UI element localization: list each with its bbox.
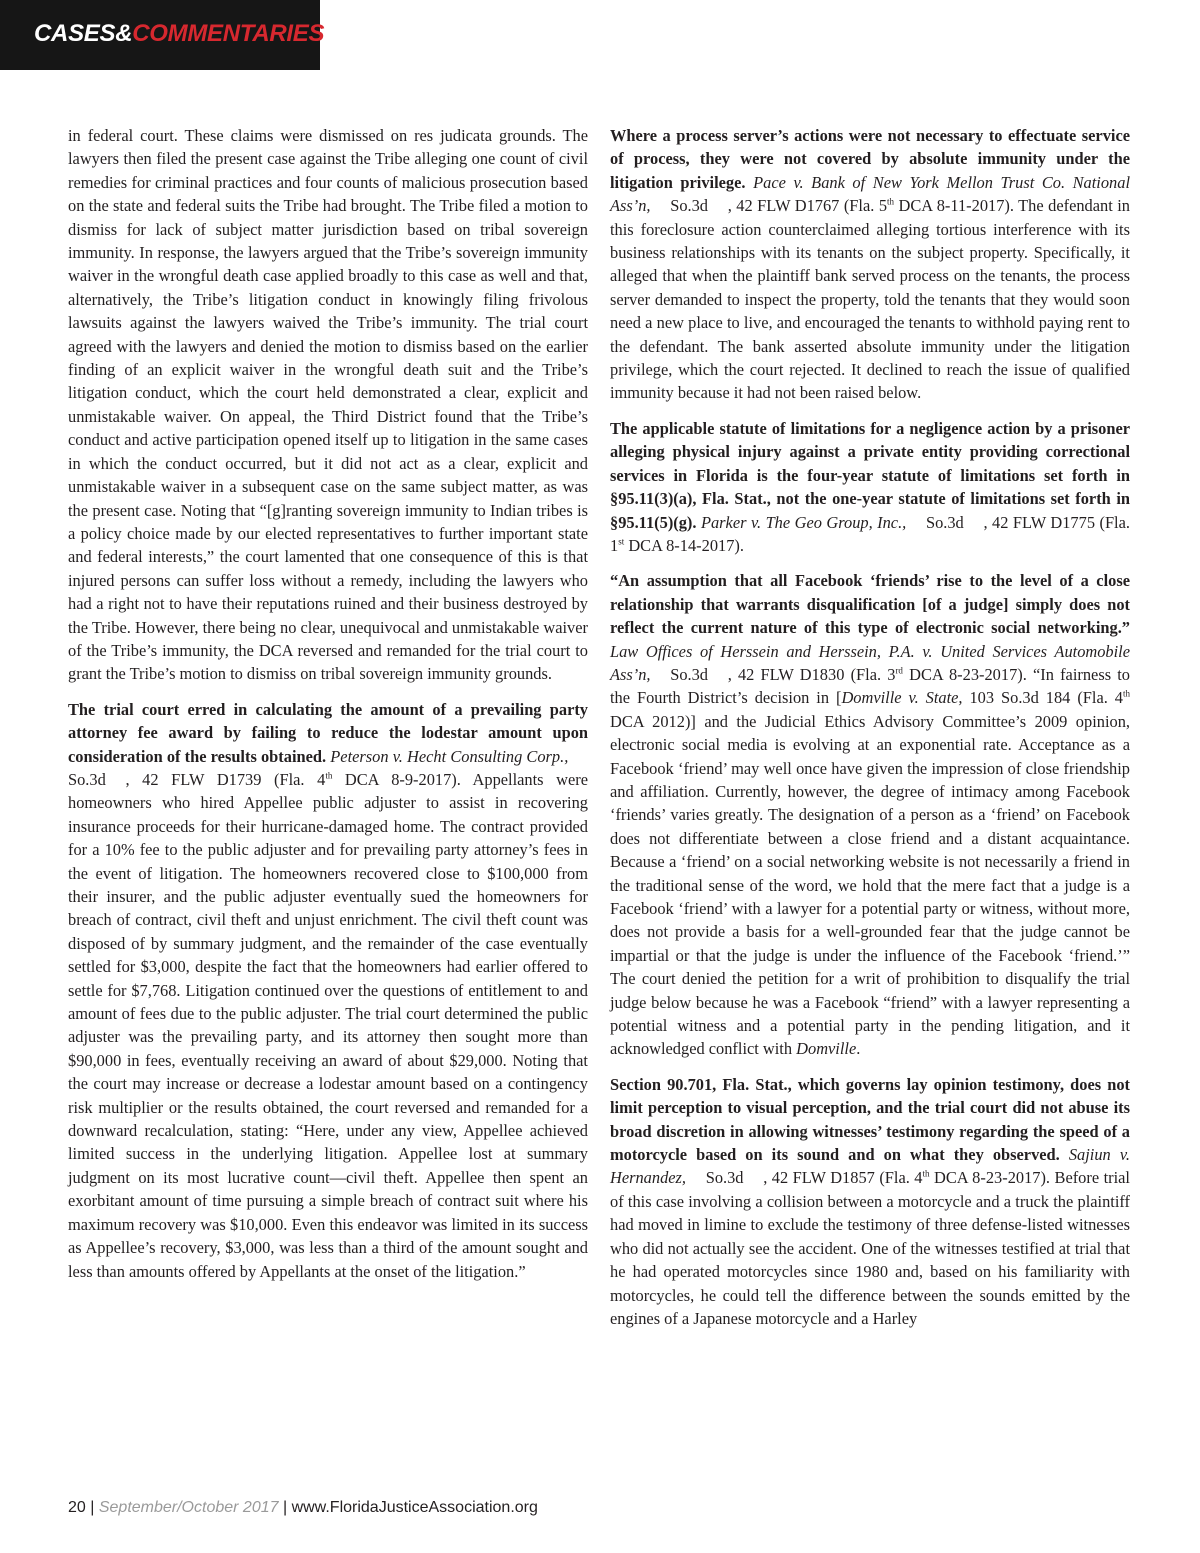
case-citation: , 42 FLW D1775 (Fla. 1 [610,512,1130,555]
footer-separator: | [278,1499,292,1516]
referenced-case-name: Domville v. State, [841,688,963,708]
case-holding: The trial court erred in calculating the amount of a prevailing party attorney fee award by failing to reduce the lodestar amount upon consideration of the results obtained. [68,699,588,766]
case-reporter: So.3d [925,512,964,532]
case-citation-superscript: th [325,770,333,781]
referenced-case-citation: 103 So.3d 184 (Fla. 4 [962,688,1123,708]
case-holding: Where a process server’s actions were not necessary to effectuate service of process, they were not covered by absolute immunity under the litigation privilege. [610,126,1130,192]
section-title-cases: CASES& [34,20,133,47]
case-citation-superscript: th [922,1169,930,1179]
case-body: DCA 2012)] and the Judicial Ethics Advisory Committee’s 2009 opinion, electronic social media is evolving at an exponential rate. Acceptance as a Facebook ‘friend’ may well once have given the impression of close friendship and affiliation. Currently, however, the degree of intimacy among Facebook ‘friends’ varies greatly. The designation of a person as a ‘friend’ on Facebook does not differentiate between a close friend and a distant acquaintance. Because a ‘friend’ on a social networking website is not necessarily a friend in the traditional sense of the word, we hold that the mere fact that a judge is a Facebook ‘friend’ with a lawyer for a potential party or witness, without more, does not provide a basis for a well-grounded fear that the judge cannot be impartial or that the judge is under the influence of the Facebook ‘friend.’” The court denied the petition for a writ of prohibition to disqualify the trial judge below because he was a Facebook “friend” with a lawyer representing a potential witness and a potential party in the pending litigation, and it acknowledged conflict with [610,711,1130,1059]
website-link[interactable]: www.FloridaJusticeAssociation.org [291,1499,538,1516]
case-reporter: So.3d [670,664,709,684]
case-body: Appellants were homeowners who hired Appellee public adjuster to assist in recovering insurance proceeds for their hurricane-damaged home. The contract provided for a 10% fee to the public adjuster and for prevailing party attorney’s fees in the event of litigation. The homeowners recovered close to $100,000 from their insurer, and the public adjuster eventually sued the homeowners for breach of contract, civil theft and unjust enrichment. The civil theft count was disposed of by summary judgment, and the remainder of the case eventually settled for $3,000, despite the fact that the homeowners had earlier offered to settle for $7,768. Litigation continued over the questions of entitlement to and amount of fees due to the public adjuster. The trial court determined the public adjuster was the prevailing party, and its attorney then sought more than $90,000 in fees, eventually receiving an award of about $29,000. Noting that the court may increase or decrease a lodestar amount based on a contingency risk multiplier or the results obtained, the court reversed and remanded for a downward recalculation, stating: “Here, under any view, Appellee achieved limited success in the underlying litigation. Appellee lost at summary judgment on its most lucrative count—civil theft. Appellee then spent an exorbitant amount of time pursuing a simple breach of contract suit where his maximum recovery was $10,000. Even this endeavor was limited in its success as Appellee’s recovery, $3,000, was less than a third of the amount sought and less than amounts offered by Appellants at the onset of the litigation.” [68,769,588,1281]
case-body: The defendant in this foreclosure action counterclaimed alleging tortious interference with its business relationships with its tenants on the subject property. Specifically, it alleged that when the plaintiff bank served process on the tenants, the process server demanded to inspect the property, told the tenants that they would soon need a new place to live, and encouraged the tenants to withhold paying rent to the defendant. The bank asserted absolute immunity under the litigation privilege, which the court rejected. It declined to reach the issue of qualified immunity because it had not been raised below. [610,196,1131,403]
case-holding: “An assumption that all Facebook ‘friends’ rise to the level of a close relationship that warrants disqualification [of a judge] simply does not reflect the current nature of this type of electronic social networking.” [610,571,1130,638]
case-citation-superscript: rd [895,665,903,676]
footer-separator: | [85,1499,99,1516]
case-citation-date: DCA 8-9-2017). [332,769,461,789]
case-parker [610,417,1130,557]
case-name: Peterson v. Hecht Consulting Corp., [330,746,569,766]
closing-case-name: Domville [796,1039,857,1059]
case-holding: Section 90.701, Fla. Stat., which governs lay opinion testimony, does not limit perception to visual perception, and the trial court did not abuse its broad discretion in allowing witnesses’ testimony regarding the speed of a motorcycle based on its sound and on what they observed. [610,1074,1130,1165]
case-reporter: So.3d [670,196,709,216]
case-citation: , 42 FLW D1739 (Fla. 4 [125,769,326,789]
case-holding: The applicable statute of limitations for a negligence action by a prisoner alleging physical injury against a private entity providing correctional services in Florida is the four-year statute of limitations set forth in §95.11(3)(a), Fla. Stat., not the one-year statute of limitations set forth in §95.11(5)(g). [610,418,1130,532]
case-citation-date: DCA 8-23-2017). [902,664,1027,684]
case-reporter: So.3d [705,1168,744,1188]
left-column [68,124,588,1283]
right-column [610,124,1130,1330]
case-citation: , 42 FLW D1830 (Fla. 3 [727,664,896,684]
referenced-case-superscript: th [1122,688,1130,699]
case-citation-superscript: st [618,536,625,547]
case-sajiun [610,1073,1130,1330]
case-citation-date: DCA 8-23-2017). [929,1168,1051,1188]
page-footer [68,1499,538,1517]
case-name: Law Offices of Herssein and Herssein, P.A. v. United Services Automobile Ass’n, [610,641,1130,684]
case-peterson [68,698,588,1283]
case-citation-superscript: th [887,196,895,207]
case-body-quote: “In fairness to the Fourth District’s decision in [ [610,664,1130,708]
issue-date: September/October 2017 [98,1499,279,1516]
case-reporter: So.3d [68,769,106,789]
case-citation: , 42 FLW D1767 (Fla. 5 [727,196,888,216]
case-name: Sajiun v. Hernandez, [610,1145,1130,1188]
case-body: Before trial of this case involving a collision between a motorcycle and a truck the plaintiff had moved in limine to exclude the testimony of three defense-listed witnesses who did not actually see the accident. One of the witnesses testified at trial that he had operated motorcycles since 1980 and, based on his familiarity with motorcycles, he could tell the difference between the sounds emitted by the engines of a Japanese motorcycle and a Harley [610,1168,1130,1328]
case-citation-date: DCA 8-11-2017). [894,196,1014,216]
case-citation-date: DCA 8-14-2017). [624,535,744,555]
case-herssein [610,569,1130,1061]
page-number: 20 [68,1499,86,1516]
case-pace [610,124,1130,405]
case-name: Parker v. The Geo Group, Inc., [700,512,907,532]
case-citation: , 42 FLW D1857 (Fla. 4 [763,1168,923,1188]
section-title-commentaries: COMMENTARIES [132,20,325,47]
closing-period: . [856,1039,861,1059]
continued-case-paragraph: in federal court. These claims were dismissed on res judicata grounds. The lawyers then filed the present case against the Tribe alleging one count of civil remedies for criminal practices and four counts of malicious prosecution based on the state and federal suits the Tribe had brought. The Tribe filed a motion to dismiss for lack of subject matter jurisdiction based on tribal sovereign immunity. In response, the lawyers argued that the Tribe’s sovereign immunity waiver in the wrongful death case applied broadly to this case as well and that, alternatively, the Tribe’s litigation conduct in knowingly filing frivolous lawsuits against the lawyers waived the Tribe’s immunity. The trial court agreed with the lawyers and denied the motion to dismiss based on the earlier finding of an explicit waiver in the wrongful death suit and the Tribe’s litigation conduct, which the court held demonstrated a clear, explicit and unmistakable waiver. On appeal, the Third District found that the Tribe’s conduct and active participation opened itself up to litigation in the same cases in which the conduct occurred, but it did not act as a clear, explicit and unmistakable waiver in a subsequent case on the same subject matter, as was the present case. Noting that “[g]ranting sovereign immunity to Indian tribes is a policy choice made by our elected representatives to further important state and federal interests,” the court lamented that one consequence of this is that injured persons can suffer loss without a remedy, including the lawyers who had a right not to have their reputations ruined and their business destroyed by the Tribe. However, there being no clear, unequivocal and unmistakable waiver of the Tribe’s immunity, the DCA reversed and remanded for the trial court to grant the Tribe’s motion to dismiss on tribal sovereign immunity grounds. [68,126,588,684]
section-title [34,20,324,48]
case-name: Pace v. Bank of New York Mellon Trust Co. National Ass’n, [610,172,1131,216]
